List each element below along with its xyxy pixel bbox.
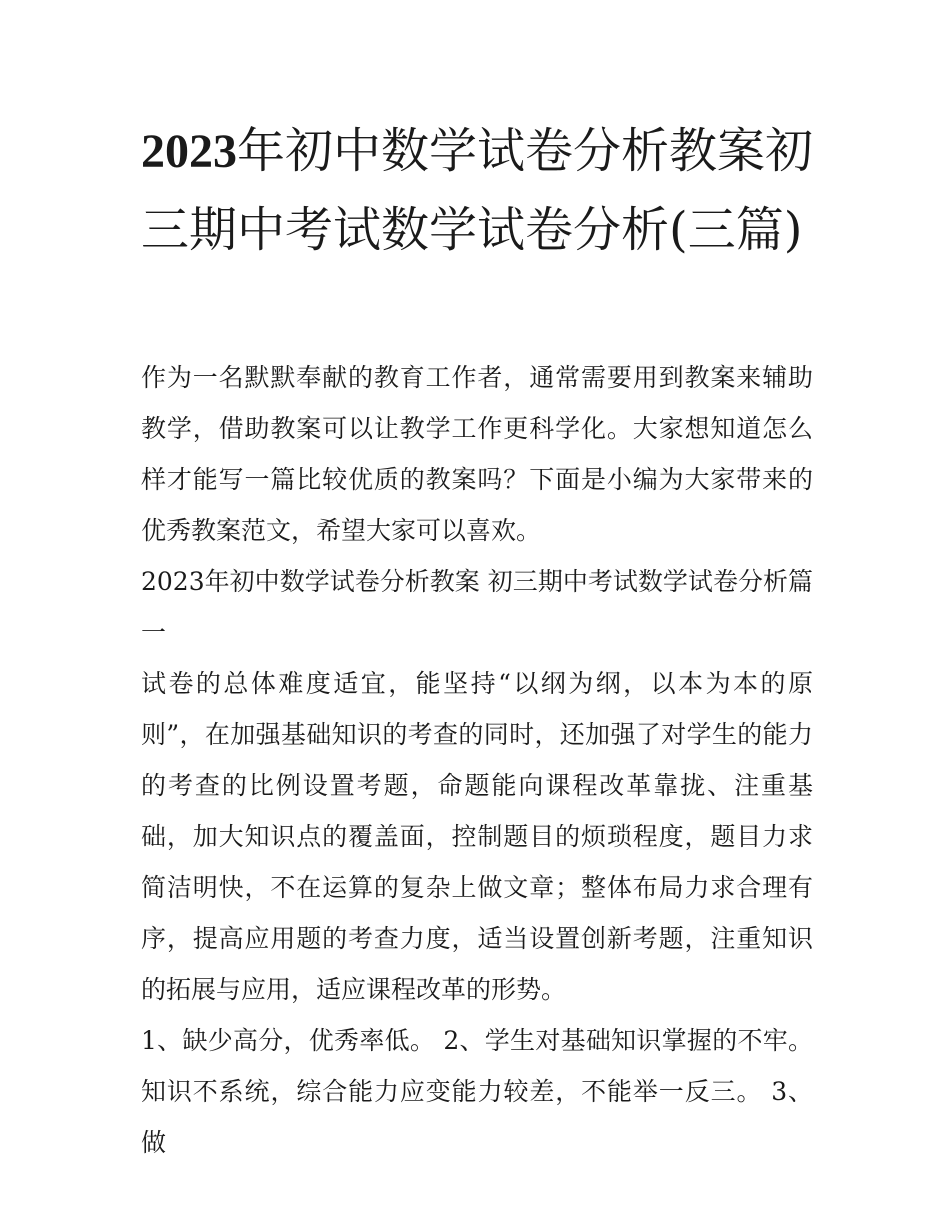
section-subtitle: 2023年初中数学试卷分析教案 初三期中考试数学试卷分析篇一 <box>141 567 813 647</box>
document-title <box>141 112 813 269</box>
analysis-paragraph: 试卷的总体难度适宜，能坚持“以纲为纲，以本为本的原则”，在加强基础知识的考查的同时，还加强了对学生的能力的考查的比例设置考题，命题能向课程改革靠拢、注重基础，加大知识点的覆盖面，控制题目的烦琐程度，题目力求简洁明快，不在运算的复杂上做文章；整体布局力求合理有序，提高应用题的考查力度，适当设置创新考题，注重知识的拓展与应用，适应课程改革的形势。 <box>141 669 813 1004</box>
title-text: 年初中数学试卷分析教案初三期中考试数学试卷分析(三篇) <box>141 123 814 258</box>
title-year: 2023 <box>141 125 237 178</box>
problems-paragraph: 1、缺少高分，优秀率低。 2、学生对基础知识掌握的不牢。知识不系统，综合能力应变能力较差，不能举一反三。 3、做 <box>141 1026 813 1157</box>
intro-paragraph: 作为一名默默奉献的教育工作者，通常需要用到教案来辅助教学，借助教案可以让教学工作更科学化。大家想知道怎么样才能写一篇比较优质的教案吗？下面是小编为大家带来的优秀教案范文，希望大家可以喜欢。 <box>141 363 813 545</box>
